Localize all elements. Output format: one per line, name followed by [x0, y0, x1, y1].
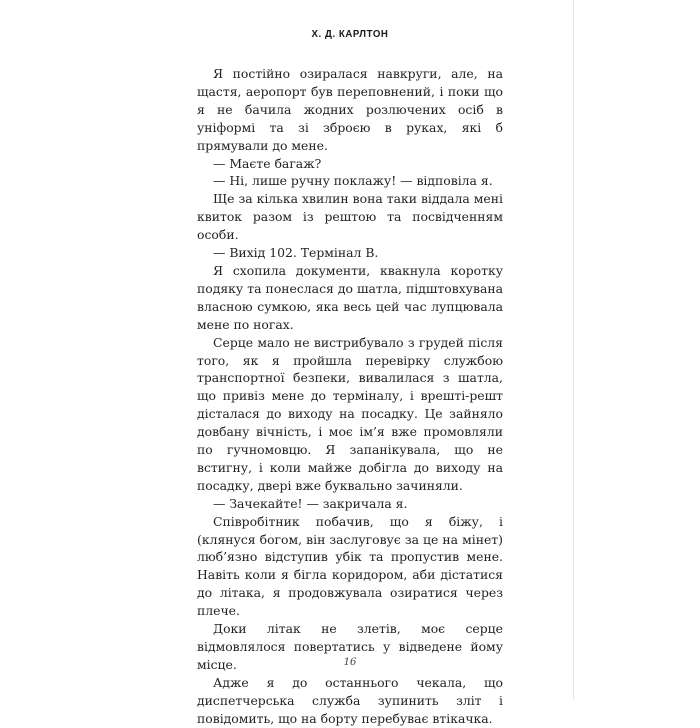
paragraph: Серце мало не вистрибувало з грудей після того, як я пройшла перевірку службою транспортної безпеки, вивалилася з шатла, що привіз мене до терміналу, і врешті-решт дісталася до виходу на посадку. Це зайняло довбану вічність, і моє ім’я вже промовляли по гучномовцю. Я запанікувала, що не встигну, і коли майже добігла до виходу на посадку, двері вже буквально зачиняли.	[197, 334, 503, 493]
paragraph: Адже я до останнього чекала, що диспетчерська служба зупинить зліт і повідомить, що на борту перебуває втікачка.	[197, 674, 503, 726]
page-edge-divider	[573, 0, 574, 700]
paragraph: Співробітник побачив, що я біжу, і (клянуся богом, він заслуговує за це на мінет) люб’язно відступив убік та пропустив мене. Навіть коли я бігла коридором, аби дістатися до літака, я продовжувала озиратися через плече.	[197, 513, 503, 619]
running-head-author: Х. Д. КАРЛТОН	[311, 28, 389, 40]
paragraph: Ще за кілька хвилин вона таки віддала мені квиток разом із рештою та посвідченням особи.	[197, 191, 503, 243]
dialogue-line: — Вихід 102. Термінал В.	[213, 245, 379, 261]
body-text	[197, 65, 503, 728]
page-number: 16	[343, 657, 357, 668]
dialogue-line: — Зачекайте! — закричала я.	[213, 495, 408, 511]
dialogue-line: — Маєте багаж?	[213, 155, 322, 171]
paragraph: Доки літак не злетів, моє серце відмовлялося повертатись у відведене йому місце.	[197, 621, 503, 672]
dialogue-line: — Ні, лише ручну поклажу! — відповіла я.	[213, 173, 493, 189]
paragraph: Я схопила документи, квакнула коротку подяку та понеслася до шатла, підштовхувана власною сумкою, яка весь цей час лупцювала мене по ногах.	[197, 262, 503, 332]
paragraph: Я постійно озиралася навкруги, але, на щастя, аеропорт був переповнений, і поки що я не бачила жодних розлючених осіб в уніформі та зі зброєю в руках, які б прямували до мене.	[197, 66, 503, 153]
